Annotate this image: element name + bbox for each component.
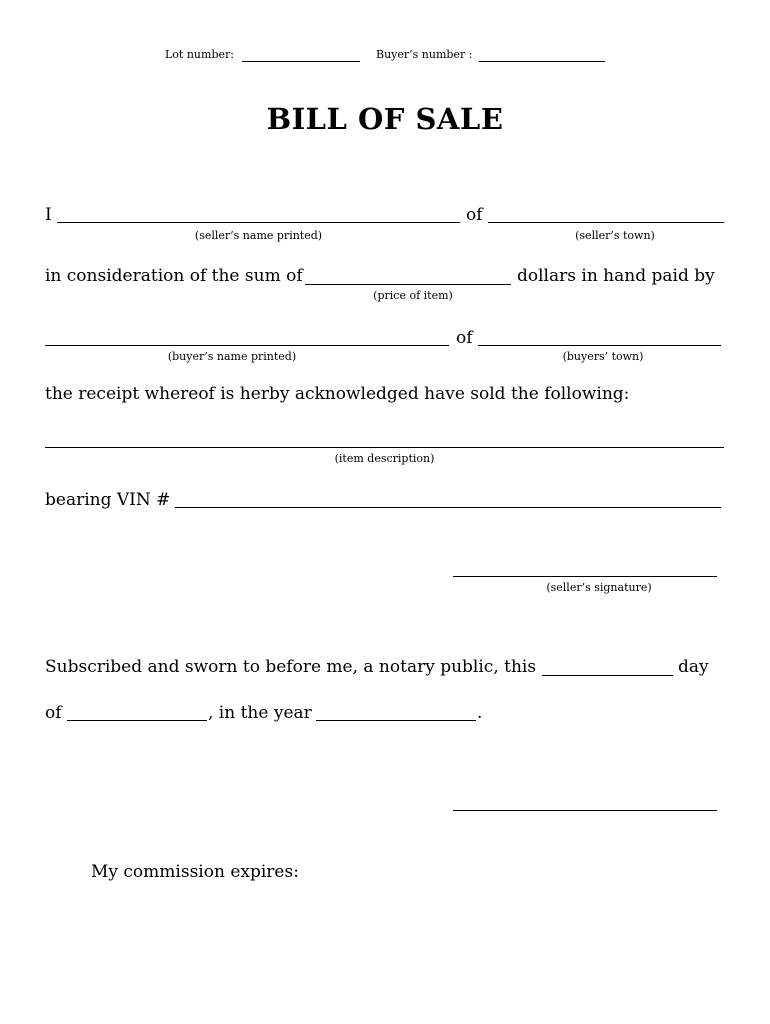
seller-signature-field[interactable] (453, 576, 717, 577)
notary-of-label: of (45, 703, 62, 723)
price-caption: (price of item) (373, 289, 453, 302)
vin-field[interactable] (175, 507, 721, 508)
notary-year-label: , in the year (208, 703, 312, 723)
buyer-number-field[interactable] (479, 61, 605, 62)
notary-period: . (477, 703, 483, 723)
seller-prefix: I (45, 205, 52, 225)
notary-day-field[interactable] (542, 675, 673, 676)
buyer-town-caption: (buyers’ town) (562, 350, 644, 363)
seller-town-field[interactable] (488, 222, 724, 223)
notary-month-field[interactable] (67, 720, 207, 721)
price-field[interactable] (305, 284, 511, 285)
seller-town-caption: (seller’s town) (575, 229, 655, 242)
notary-signature-field[interactable] (453, 810, 717, 811)
item-description-caption: (item description) (334, 452, 435, 465)
notary-year-field[interactable] (316, 720, 476, 721)
item-description-field[interactable] (45, 447, 724, 448)
vin-label: bearing VIN # (45, 490, 171, 510)
commission-expires-label: My commission expires: (91, 862, 299, 882)
notary-statement: Subscribed and sworn to before me, a notary public, this (45, 657, 537, 677)
lot-number-field[interactable] (242, 61, 360, 62)
buyer-number-label: Buyer’s number : (376, 48, 473, 61)
lot-number-label: Lot number: (165, 48, 234, 61)
seller-name-caption: (seller’s name printed) (194, 229, 323, 242)
seller-of-label: of (466, 205, 483, 225)
seller-signature-caption: (seller’s signature) (546, 581, 652, 594)
buyer-name-caption: (buyer’s name printed) (167, 350, 297, 363)
receipt-statement: the receipt whereof is herby acknowledged have sold the following: (45, 384, 630, 404)
document-title: BILL OF SALE (266, 102, 504, 136)
buyer-town-field[interactable] (478, 345, 721, 346)
consideration-text-after: dollars in hand paid by (517, 266, 715, 286)
seller-name-field[interactable] (57, 222, 460, 223)
buyer-of-label: of (456, 328, 473, 348)
consideration-text: in consideration of the sum of (45, 266, 303, 286)
notary-day-label: day (678, 657, 709, 677)
buyer-name-field[interactable] (45, 345, 449, 346)
